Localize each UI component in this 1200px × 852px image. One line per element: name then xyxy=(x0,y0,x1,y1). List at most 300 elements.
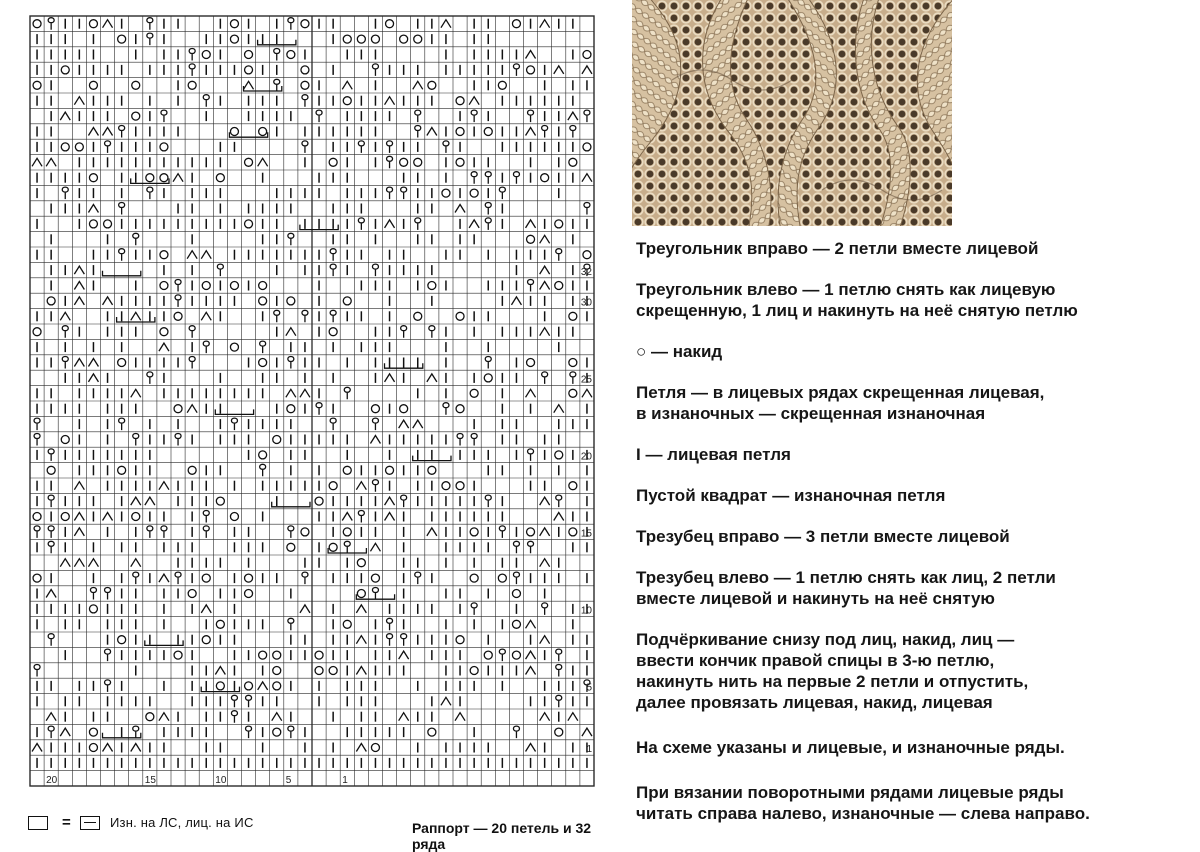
twisted-loop-symbol xyxy=(105,680,111,692)
twisted-loop-symbol xyxy=(288,357,294,369)
legend-knit: I — лицевая петля xyxy=(636,445,791,464)
legend-underline: Подчёркивание снизу под лиц, накид, лиц — ввести кончик правой спицы в 3-ю петлю, накинуть нить на первые 2 петли и отпустить, далее провязать лицевая, накид, лицевая xyxy=(636,630,1029,712)
twisted-loop-symbol xyxy=(387,187,393,199)
twisted-loop-symbol xyxy=(62,357,68,369)
twisted-loop-symbol xyxy=(260,341,266,353)
decrease-symbol xyxy=(103,744,113,752)
yarn-over-symbol xyxy=(245,574,253,582)
twisted-loop-symbol xyxy=(231,695,237,707)
decrease-symbol xyxy=(272,713,282,721)
decrease-symbol xyxy=(526,620,536,628)
yarn-over-symbol xyxy=(188,466,196,474)
twisted-loop-symbol xyxy=(344,541,350,553)
twisted-loop-symbol xyxy=(147,372,153,384)
yarn-over-symbol xyxy=(498,81,506,89)
legend-yarn-over: ○ — накид xyxy=(636,342,723,361)
decrease-symbol xyxy=(568,713,578,721)
twisted-loop-symbol xyxy=(330,249,336,261)
yarn-over-symbol xyxy=(456,128,464,136)
decrease-symbol xyxy=(74,482,84,490)
decrease-symbol xyxy=(88,559,98,567)
twisted-loop-symbol xyxy=(302,95,308,107)
yarn-over-symbol xyxy=(230,20,238,28)
twisted-loop-symbol xyxy=(62,187,68,199)
decrease-symbol xyxy=(215,667,225,675)
decrease-symbol xyxy=(159,713,169,721)
yarn-over-symbol xyxy=(301,81,309,89)
yarn-over-symbol xyxy=(259,651,267,659)
decrease-symbol xyxy=(385,497,395,505)
twisted-loop-symbol xyxy=(274,79,280,91)
legend-note-reading: При вязании поворотными рядами лицевые ряды читать справа налево, изнаночные — слева направо. xyxy=(636,783,1090,823)
yarn-over-symbol xyxy=(555,451,563,459)
decrease-symbol xyxy=(356,744,366,752)
twisted-loop-symbol xyxy=(147,33,153,45)
column-label: 1 xyxy=(342,775,348,786)
decrease-symbol xyxy=(103,128,113,136)
yarn-over-symbol xyxy=(371,35,379,43)
decrease-symbol xyxy=(455,205,465,213)
twisted-loop-symbol xyxy=(556,249,562,261)
yarn-over-symbol xyxy=(216,497,224,505)
yarn-over-symbol xyxy=(230,513,238,521)
yarn-over-symbol xyxy=(287,543,295,551)
twisted-loop-symbol xyxy=(161,110,167,122)
decrease-symbol xyxy=(385,513,395,521)
decrease-symbol xyxy=(60,112,70,120)
yarn-over-symbol xyxy=(414,312,422,320)
yarn-over-symbol xyxy=(541,174,549,182)
decrease-symbol xyxy=(88,205,98,213)
yarn-over-symbol xyxy=(371,405,379,413)
yarn-over-symbol xyxy=(371,574,379,582)
knitted-fabric-photo xyxy=(632,0,952,226)
twisted-loop-symbol xyxy=(203,526,209,538)
twisted-loop-symbol xyxy=(372,588,378,600)
yarn-over-symbol xyxy=(470,189,478,197)
twisted-loop-symbol xyxy=(387,156,393,168)
yarn-over-symbol xyxy=(527,235,535,243)
yarn-over-symbol xyxy=(484,128,492,136)
decrease-symbol xyxy=(60,559,70,567)
twisted-loop-symbol xyxy=(175,572,181,584)
yarn-over-symbol xyxy=(470,528,478,536)
twisted-loop-symbol xyxy=(485,218,491,230)
yarn-over-symbol xyxy=(273,651,281,659)
yarn-over-symbol xyxy=(188,590,196,598)
legend-triangle-right: Треугольник вправо — 2 петли вместе лицевой xyxy=(636,239,1039,258)
yarn-over-symbol xyxy=(456,312,464,320)
decrease-symbol xyxy=(244,81,254,89)
yarn-over-symbol xyxy=(329,667,337,675)
twisted-loop-symbol xyxy=(175,434,181,446)
yarn-over-symbol xyxy=(89,728,97,736)
decrease-symbol xyxy=(131,559,141,567)
twisted-loop-symbol xyxy=(302,572,308,584)
decrease-symbol xyxy=(356,636,366,644)
decrease-symbol xyxy=(60,312,70,320)
yarn-over-symbol xyxy=(230,343,238,351)
yarn-over-symbol xyxy=(61,66,69,74)
twisted-loop-symbol xyxy=(217,264,223,276)
twisted-loop-symbol xyxy=(485,203,491,215)
yarn-over-symbol xyxy=(160,143,168,151)
twisted-loop-symbol xyxy=(34,665,40,677)
yarn-over-symbol xyxy=(160,251,168,259)
twisted-loop-symbol xyxy=(387,141,393,153)
decrease-symbol xyxy=(88,359,98,367)
twisted-loop-symbol xyxy=(133,726,139,738)
twisted-loop-symbol xyxy=(485,172,491,184)
decrease-symbol xyxy=(74,297,84,305)
twisted-loop-symbol xyxy=(288,526,294,538)
dash-square-symbol xyxy=(80,816,100,830)
twisted-loop-symbol xyxy=(175,295,181,307)
twisted-loop-symbol xyxy=(119,418,125,430)
twisted-loop-symbol xyxy=(48,495,54,507)
yarn-over-symbol xyxy=(230,35,238,43)
decrease-symbol xyxy=(385,374,395,382)
yarn-over-symbol xyxy=(569,482,577,490)
twisted-loop-symbol xyxy=(119,203,125,215)
decrease-symbol xyxy=(258,158,268,166)
yarn-over-symbol xyxy=(245,66,253,74)
twisted-loop-symbol xyxy=(48,449,54,461)
twisted-loop-symbol xyxy=(203,511,209,523)
yarn-over-symbol xyxy=(273,728,281,736)
twisted-loop-symbol xyxy=(147,18,153,30)
decrease-symbol xyxy=(201,251,211,259)
underline-bracket xyxy=(244,86,282,91)
yarn-over-symbol xyxy=(259,297,267,305)
decrease-symbol xyxy=(300,605,310,613)
yarn-over-symbol xyxy=(132,112,140,120)
equals-sign: = xyxy=(62,814,71,831)
yarn-over-symbol xyxy=(329,543,337,551)
yarn-over-symbol xyxy=(160,282,168,290)
yarn-over-symbol xyxy=(118,359,126,367)
yarn-over-symbol xyxy=(512,620,520,628)
decrease-symbol xyxy=(74,559,84,567)
underline-bracket xyxy=(103,271,141,276)
yarn-over-symbol xyxy=(245,220,253,228)
twisted-loop-symbol xyxy=(175,280,181,292)
decrease-symbol xyxy=(469,220,479,228)
twisted-loop-symbol xyxy=(570,126,576,138)
yarn-over-symbol xyxy=(456,405,464,413)
twisted-loop-symbol xyxy=(274,310,280,322)
chart-grid xyxy=(28,6,618,806)
decrease-symbol xyxy=(370,543,380,551)
symbol-note: Изн. на ЛС, лиц. на ИС xyxy=(110,815,254,830)
decrease-symbol xyxy=(88,374,98,382)
yarn-over-symbol xyxy=(287,51,295,59)
decrease-symbol xyxy=(441,697,451,705)
yarn-over-symbol xyxy=(230,282,238,290)
column-label: 15 xyxy=(144,775,156,786)
decrease-symbol xyxy=(582,728,592,736)
yarn-over-symbol xyxy=(33,20,41,28)
twisted-loop-symbol xyxy=(372,264,378,276)
twisted-loop-symbol xyxy=(48,18,54,30)
yarn-over-symbol xyxy=(273,682,281,690)
yarn-over-symbol xyxy=(569,158,577,166)
yarn-over-symbol xyxy=(555,728,563,736)
yarn-over-symbol xyxy=(400,35,408,43)
yarn-over-symbol xyxy=(89,174,97,182)
yarn-over-symbol xyxy=(245,51,253,59)
twisted-loop-symbol xyxy=(231,418,237,430)
decrease-symbol xyxy=(399,713,409,721)
yarn-over-symbol xyxy=(75,143,83,151)
decrease-symbol xyxy=(356,482,366,490)
legend-empty-square: Пустой квадрат — изнаночная петля xyxy=(636,486,946,505)
decrease-symbol xyxy=(46,713,56,721)
twisted-loop-symbol xyxy=(415,126,421,138)
decrease-symbol xyxy=(540,20,550,28)
twisted-loop-symbol xyxy=(48,634,54,646)
twisted-loop-symbol xyxy=(415,218,421,230)
twisted-loop-symbol xyxy=(133,572,139,584)
yarn-over-symbol xyxy=(259,128,267,136)
yarn-over-symbol xyxy=(216,174,224,182)
twisted-loop-symbol xyxy=(48,526,54,538)
yarn-over-symbol xyxy=(245,158,253,166)
twisted-loop-symbol xyxy=(513,572,519,584)
decrease-symbol xyxy=(300,389,310,397)
twisted-loop-symbol xyxy=(34,434,40,446)
twisted-loop-symbol xyxy=(429,326,435,338)
decrease-symbol xyxy=(540,266,550,274)
decrease-symbol xyxy=(540,235,550,243)
decrease-symbol xyxy=(74,266,84,274)
decrease-symbol xyxy=(46,158,56,166)
row-label: 5 xyxy=(586,682,592,694)
twisted-loop-symbol xyxy=(288,233,294,245)
decrease-symbol xyxy=(131,744,141,752)
legend-loop: Петля — в лицевых рядах скрещенная лицевая, в изнаночных — скрещенная изнаночная xyxy=(636,383,1045,423)
yarn-over-symbol xyxy=(89,20,97,28)
twisted-loop-symbol xyxy=(105,649,111,661)
decrease-symbol xyxy=(554,405,564,413)
yarn-over-symbol xyxy=(527,359,535,367)
yarn-over-symbol xyxy=(329,482,337,490)
twisted-loop-symbol xyxy=(471,110,477,122)
yarn-over-symbol xyxy=(456,158,464,166)
yarn-over-symbol xyxy=(357,35,365,43)
twisted-loop-symbol xyxy=(415,572,421,584)
yarn-over-symbol xyxy=(146,174,154,182)
twisted-loop-symbol xyxy=(471,172,477,184)
twisted-loop-symbol xyxy=(528,541,534,553)
twisted-loop-symbol xyxy=(105,141,111,153)
twisted-loop-symbol xyxy=(443,141,449,153)
yarn-over-symbol xyxy=(343,35,351,43)
twisted-loop-symbol xyxy=(288,618,294,630)
decrease-symbol xyxy=(159,343,169,351)
decrease-symbol xyxy=(526,220,536,228)
yarn-over-symbol xyxy=(61,143,69,151)
yarn-over-symbol xyxy=(160,328,168,336)
decrease-symbol xyxy=(540,636,550,644)
decrease-symbol xyxy=(32,744,42,752)
decrease-symbol xyxy=(399,420,409,428)
column-label: 20 xyxy=(46,775,58,786)
decrease-symbol xyxy=(201,605,211,613)
yarn-over-symbol xyxy=(273,667,281,675)
twisted-loop-symbol xyxy=(90,588,96,600)
twisted-loop-symbol xyxy=(556,665,562,677)
decrease-symbol xyxy=(526,744,536,752)
yarn-over-symbol xyxy=(527,528,535,536)
yarn-over-symbol xyxy=(118,636,126,644)
twisted-loop-symbol xyxy=(246,695,252,707)
twisted-loop-symbol xyxy=(570,372,576,384)
twisted-loop-symbol xyxy=(401,495,407,507)
yarn-over-symbol xyxy=(245,590,253,598)
decrease-symbol xyxy=(526,389,536,397)
decrease-symbol xyxy=(103,20,113,28)
yarn-over-symbol xyxy=(132,513,140,521)
yarn-over-symbol xyxy=(202,636,210,644)
yarn-over-symbol xyxy=(315,497,323,505)
yarn-over-symbol xyxy=(259,359,267,367)
twisted-loop-symbol xyxy=(372,480,378,492)
yarn-over-symbol xyxy=(583,143,591,151)
decrease-symbol xyxy=(427,528,437,536)
yarn-over-symbol xyxy=(357,590,365,598)
twisted-loop-symbol xyxy=(330,310,336,322)
decrease-symbol xyxy=(385,97,395,105)
twisted-loop-symbol xyxy=(147,187,153,199)
twisted-loop-symbol xyxy=(302,141,308,153)
yarn-over-symbol xyxy=(33,328,41,336)
twisted-loop-symbol xyxy=(485,495,491,507)
yarn-over-symbol xyxy=(470,667,478,675)
twisted-loop-symbol xyxy=(528,110,534,122)
yarn-over-symbol xyxy=(202,574,210,582)
yarn-over-symbol xyxy=(442,189,450,197)
decrease-symbol xyxy=(60,728,70,736)
twisted-loop-symbol xyxy=(556,695,562,707)
yarn-over-symbol xyxy=(428,728,436,736)
yarn-over-symbol xyxy=(583,51,591,59)
yarn-over-symbol xyxy=(498,574,506,582)
twisted-loop-symbol xyxy=(189,326,195,338)
yarn-over-symbol xyxy=(555,282,563,290)
twisted-loop-symbol xyxy=(372,64,378,76)
twisted-loop-symbol xyxy=(499,526,505,538)
yarn-over-symbol xyxy=(216,620,224,628)
twisted-loop-symbol xyxy=(34,418,40,430)
legend-trident-right: Трезубец вправо — 3 петли вместе лицевой xyxy=(636,527,1010,546)
yarn-over-symbol xyxy=(343,97,351,105)
decrease-symbol xyxy=(356,667,366,675)
twisted-loop-symbol xyxy=(62,326,68,338)
twisted-loop-symbol xyxy=(358,511,364,523)
twisted-loop-symbol xyxy=(358,141,364,153)
twisted-loop-symbol xyxy=(485,357,491,369)
twisted-loop-symbol xyxy=(528,280,534,292)
twisted-loop-symbol xyxy=(189,64,195,76)
decrease-symbol xyxy=(540,497,550,505)
yarn-over-symbol xyxy=(301,66,309,74)
decrease-symbol xyxy=(455,713,465,721)
yarn-over-symbol xyxy=(301,20,309,28)
decrease-symbol xyxy=(286,389,296,397)
twisted-loop-symbol xyxy=(499,187,505,199)
yarn-over-symbol xyxy=(202,282,210,290)
twisted-loop-symbol xyxy=(260,464,266,476)
yarn-over-symbol xyxy=(146,713,154,721)
yarn-over-symbol xyxy=(484,374,492,382)
yarn-over-symbol xyxy=(569,389,577,397)
decrease-symbol xyxy=(526,128,536,136)
twisted-loop-symbol xyxy=(471,603,477,615)
decrease-symbol xyxy=(540,528,550,536)
yarn-over-symbol xyxy=(343,620,351,628)
decrease-symbol xyxy=(342,81,352,89)
yarn-over-symbol xyxy=(315,667,323,675)
yarn-over-symbol xyxy=(569,312,577,320)
yarn-over-symbol xyxy=(315,651,323,659)
yarn-over-symbol xyxy=(188,81,196,89)
twisted-loop-symbol xyxy=(542,372,548,384)
legend-note-rows: На схеме указаны и лицевые, и изнаночные ряды. xyxy=(636,738,1065,757)
chart-footer xyxy=(28,812,618,852)
yarn-over-symbol xyxy=(456,482,464,490)
twisted-loop-symbol xyxy=(316,110,322,122)
twisted-loop-symbol xyxy=(415,110,421,122)
decrease-symbol xyxy=(540,559,550,567)
row-label: 30 xyxy=(580,297,592,309)
yarn-over-symbol xyxy=(329,328,337,336)
twisted-loop-symbol xyxy=(513,541,519,553)
twisted-loop-symbol xyxy=(556,495,562,507)
yarn-over-symbol xyxy=(216,682,224,690)
yarn-over-symbol xyxy=(512,590,520,598)
twisted-loop-symbol xyxy=(231,711,237,723)
decrease-symbol xyxy=(46,590,56,598)
yarn-over-symbol xyxy=(569,528,577,536)
twisted-loop-symbol xyxy=(203,341,209,353)
decrease-symbol xyxy=(356,605,366,613)
yarn-over-symbol xyxy=(400,405,408,413)
decrease-symbol xyxy=(582,66,592,74)
decrease-symbol xyxy=(187,251,197,259)
twisted-loop-symbol xyxy=(513,172,519,184)
yarn-over-symbol xyxy=(118,35,126,43)
twisted-loop-symbol xyxy=(330,418,336,430)
row-label: 10 xyxy=(580,605,592,617)
decrease-symbol xyxy=(413,420,423,428)
yarn-over-symbol xyxy=(470,389,478,397)
yarn-over-symbol xyxy=(104,220,112,228)
yarn-over-symbol xyxy=(484,651,492,659)
legend xyxy=(636,238,1196,824)
yarn-over-symbol xyxy=(287,297,295,305)
yarn-over-symbol xyxy=(47,466,55,474)
twisted-loop-symbol xyxy=(401,187,407,199)
twisted-loop-symbol xyxy=(246,726,252,738)
column-label: 10 xyxy=(215,775,227,786)
yarn-over-symbol xyxy=(89,605,97,613)
decrease-symbol xyxy=(554,513,564,521)
yarn-over-symbol xyxy=(89,220,97,228)
decrease-symbol xyxy=(173,174,183,182)
twisted-loop-symbol xyxy=(584,110,590,122)
yarn-over-symbol xyxy=(33,574,41,582)
